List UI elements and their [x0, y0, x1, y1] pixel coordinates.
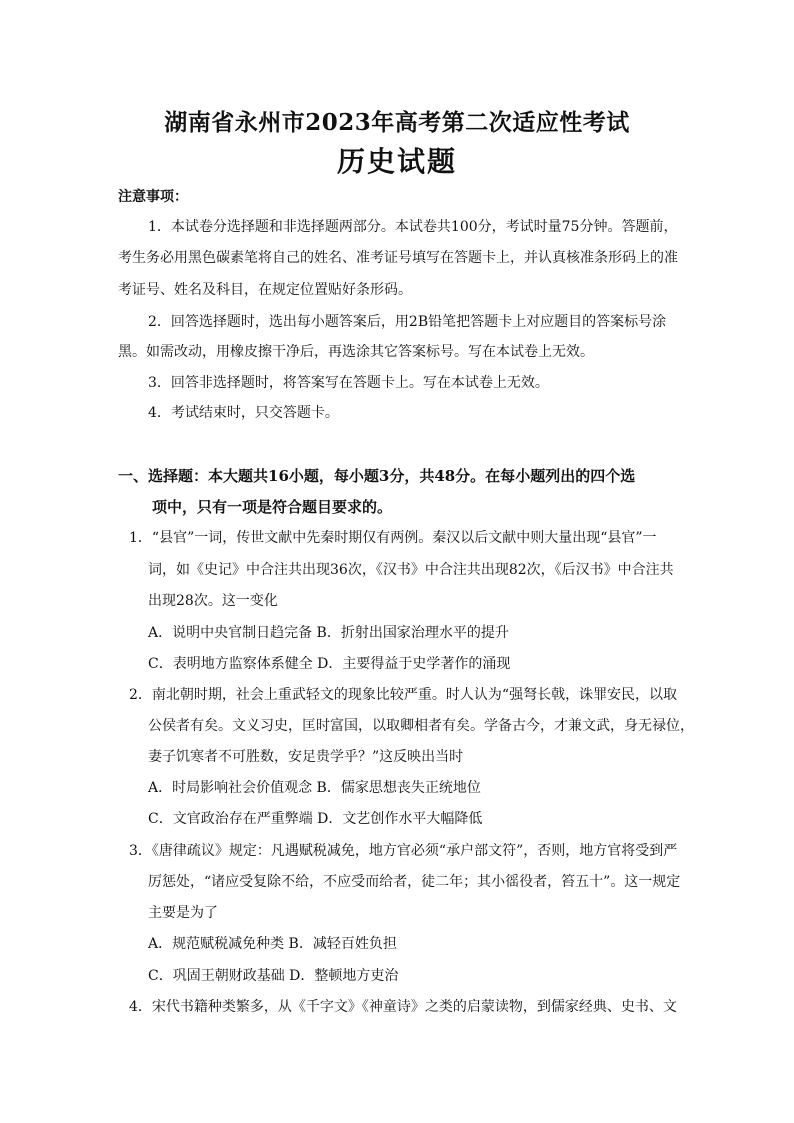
notice-line: 考生务必用黑色碳素笔将自己的姓名、准考证号填写在答题卡上，并认真核准条形码上的准 [118, 250, 678, 266]
question-stem-line: 词，如《史记》中合注共出现36次，《汉书》中合注共出现82次，《后汉书》中合注共 [148, 562, 674, 578]
question-option-line: C．表明地方监察体系健全 D．主要得益于史学著作的涌现 [148, 656, 511, 672]
question-stem-line: 3．《唐律疏议》规定：凡遇赋税减免，地方官必须“承户部文符”，否则，地方官将受到严 [129, 843, 678, 859]
question-stem-line: 1．“县官”一词，传世文献中先秦时期仅有两例。秦汉以后文献中则大量出现“县官”一 [129, 530, 657, 546]
notice-line: 3．回答非选择题时，将答案写在答题卡上。写在本试卷上无效。 [148, 375, 549, 391]
question-option-line: A．说明中央官制日趋完备 B．折射出国家治理水平的提升 [148, 625, 509, 641]
notice-line: 1．本试卷分选择题和非选择题两部分。本试卷共100分，考试时量75分钟。答题前， [148, 219, 678, 235]
question-option-line: A．规范赋税减免种类 B．减轻百姓负担 [148, 936, 397, 952]
notice-line: 2．回答选择题时，选出每小题答案后，用2B铅笔把答题卡上对应题目的答案标号涂 [148, 314, 667, 330]
question-option-line: A．时局影响社会价值观念 B．儒家思想丧失正统地位 [148, 780, 481, 796]
question-stem-line: 公侯者有矣。文义习史，匡时富国，以取卿相者有矣。学备古今，才兼文武，身无禄位， [148, 718, 694, 734]
section-heading: 一、选择题：本大题共16小题，每小题3分，共48分。在每小题列出的四个选 [118, 467, 636, 485]
question-stem-line: 出现28次。这一变化 [148, 593, 278, 609]
notice-line: 4．考试结束时，只交答题卡。 [148, 405, 339, 421]
exam-subtitle: 历史试题 [336, 145, 457, 178]
question-option-line: C．巩固王朝财政基础 D．整顿地方吏治 [148, 968, 399, 984]
question-stem-line: 4．宋代书籍种类繁多，从《千字文》《神童诗》之类的启蒙读物，到儒家经典、史书、文 [129, 999, 677, 1015]
notice-line: 考证号、姓名及科目，在规定位置贴好条形码。 [118, 282, 412, 298]
notice-line: 黑。如需改动，用橡皮擦干净后，再选涂其它答案标号。写在本试卷上无效。 [118, 344, 594, 360]
notice-heading: 注意事项： [118, 189, 188, 205]
question-option-line: C．文官政治存在严重弊端 D．文艺创作水平大幅降低 [148, 811, 483, 827]
question-stem-line: 主要是为了 [148, 905, 218, 921]
question-stem-line: 2．南北朝时期，社会上重武轻文的现象比较严重。时人认为“强弩长戟，诛罪安民，以取 [129, 687, 678, 703]
section-heading: 项中，只有一项是符合题目要求的。 [152, 498, 393, 516]
question-stem-line: 厉惩处，“诸应受复除不给，不应受而给者，徒二年；其小徭役者，笞五十”。这一规定 [148, 874, 681, 890]
question-stem-line: 妻子饥寒者不可胜数，安足贵学乎？”这反映出当时 [148, 749, 464, 765]
exam-title: 湖南省永州市2023年高考第二次适应性考试 [164, 109, 630, 136]
